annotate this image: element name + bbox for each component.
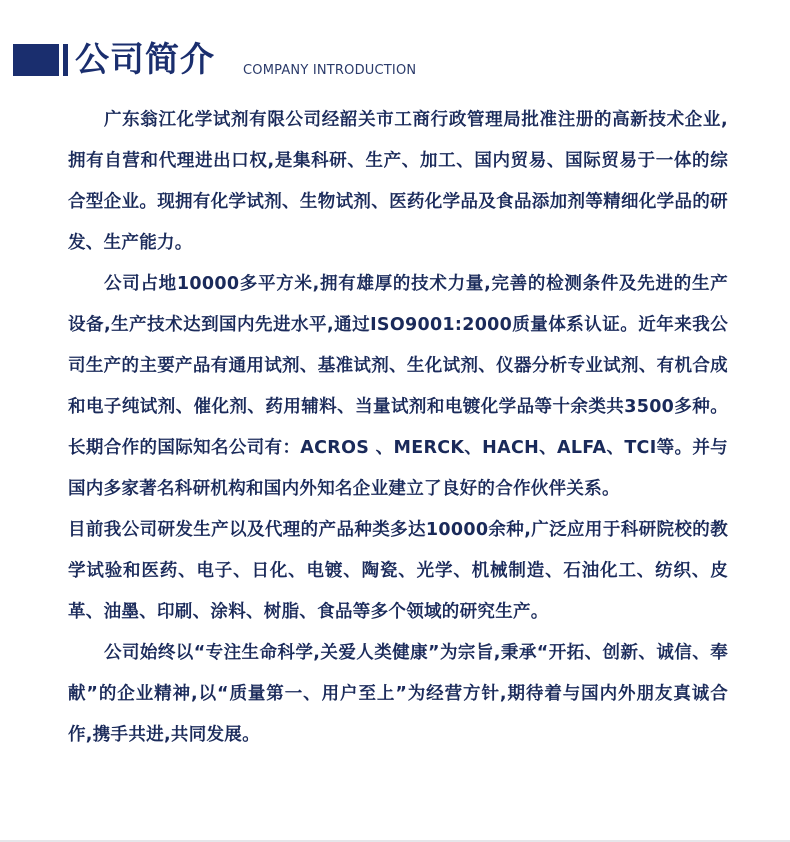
page-subtitle: COMPANY INTRODUCTION (243, 63, 417, 78)
paragraph-facilities-products: 公司占地10000多平方米,拥有雄厚的技术力量,完善的检测条件及先进的生产设备,生产技术达到国内先进水平,通过ISO9001:2000质量体系认证。近年来我公司生产的主要产品有通用试剂、基准试剂、生化试剂、仪器分析专业试剂、有机合成和电子纯试剂、催化剂、药用辅料、当量试剂和电镀化学品等十余类共3500多种。 长期合作的国际知名公司有：ACROS 、MERCK、HACH、ALFA、TCI等。并与国内多家著名科研机构和国内外知名企业建立了良好的合作伙伴关系。 (68, 274, 728, 499)
intro-content (68, 100, 728, 756)
header-accent-block (13, 44, 59, 76)
paragraph-mission: 公司始终以“专注生命科学,关爱人类健康”为宗旨,秉承“开拓、创新、诚信、奉献”的企业精神,以“质量第一、用户至上”为经营方针,期待着与国内外朋友真诚合作,携手共进,共同发展。 (68, 643, 728, 745)
paragraph-company-overview: 广东翁江化学试剂有限公司经韶关市工商行政管理局批准注册的高新技术企业,拥有自营和代理进出口权,是集科研、生产、加工、国内贸易、国际贸易于一体的综合型企业。现拥有化学试剂、生物试剂、医药化学品及食品添加剂等精细化学品的研发、生产能力。 (68, 110, 728, 253)
page-title: 公司简介 (75, 40, 215, 80)
header-accent-bar (63, 44, 68, 76)
section-header (13, 40, 773, 80)
paragraph-applications: 目前我公司研发生产以及代理的产品种类多达10000余种,广泛应用于科研院校的教学试验和医药、电子、日化、电镀、陶瓷、光学、机械制造、石油化工、纺织、皮革、油墨、印刷、涂料、树脂、食品等多个领域的研究生产。 (68, 520, 728, 622)
